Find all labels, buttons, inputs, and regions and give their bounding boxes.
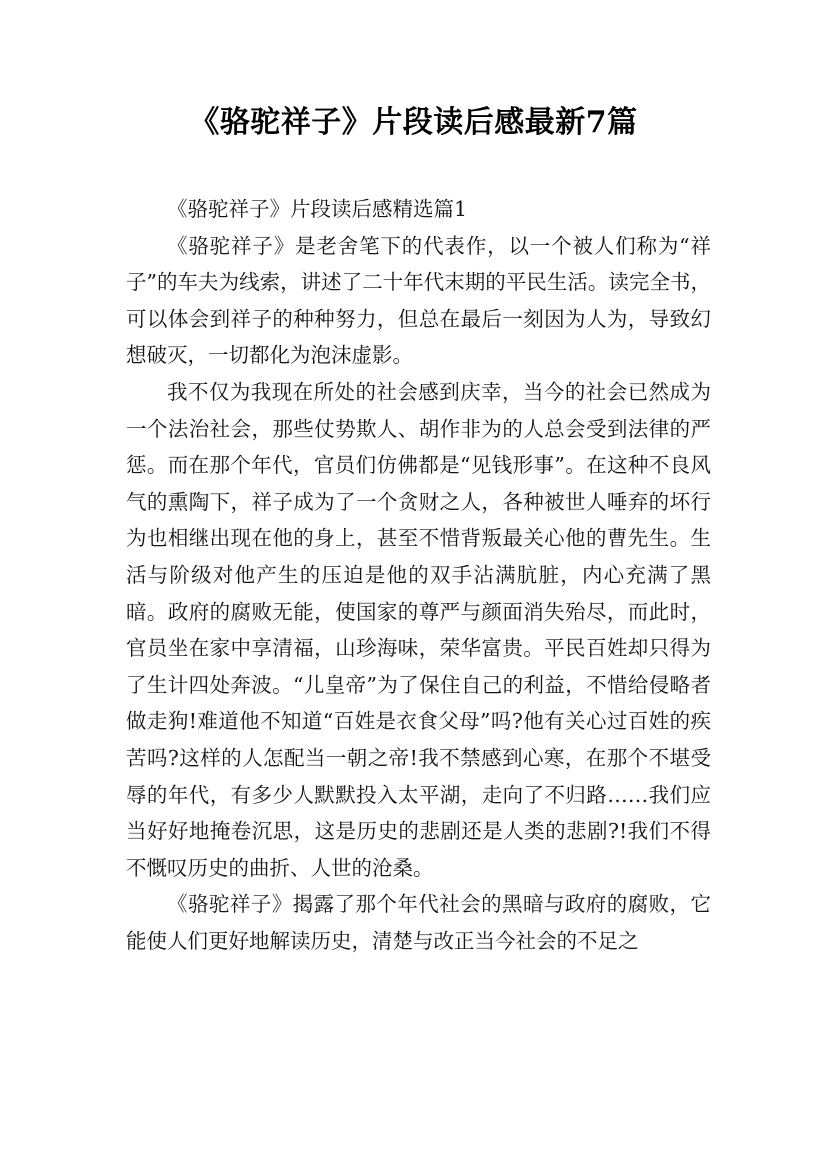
section-heading: 《骆驼祥子》片段读后感精选篇1 bbox=[167, 197, 468, 221]
document-body bbox=[126, 191, 711, 959]
paragraph: 《骆驼祥子》揭露了那个年代社会的黑暗与政府的腐败，它能使人们更好地解读历史，清楚与改正当今社会的不足之 bbox=[126, 892, 711, 953]
document-title: 《骆驼祥子》片段读后感最新7篇 bbox=[189, 105, 638, 140]
paragraph: 我不仅为我现在所处的社会感到庆幸，当今的社会已然成为一个法治社会，那些仗势欺人、胡作非为的人总会受到法律的严惩。而在那个年代，官员们仿佛都是“见钱形事”。在这种不良风气的熏陶下，祥子成为了一个贪财之人，各种被世人唾弃的坏行为也相继出现在他的身上，甚至不惜背叛最关心他的曹先生。生活与阶级对他产生的压迫是他的双手沾满肮脏，内心充满了黑暗。政府的腐败无能，使国家的尊严与颜面消失殆尽，而此时，官员坐在家中享清福，山珍海味，荣华富贵。平民百姓却只得为了生计四处奔波。“儿皇帝”为了保住自己的利益，不惜给侵略者做走狗!难道他不知道“百姓是衣食父母”吗?他有关心过百姓的疾苦吗?这样的人怎配当一朝之帝!我不禁感到心寒，在那个不堪受辱的年代，有多少人默默投入太平湖，走向了不归路……我们应当好好地掩卷沉思，这是历史的悲剧还是人类的悲剧?!我们不得不慨叹历史的曲折、人世的沧桑。 bbox=[126, 379, 711, 880]
paragraph: 《骆驼祥子》是老舍笔下的代表作，以一个被人们称为“祥子”的车夫为线索，讲述了二十年代末期的平民生活。读完全书，可以体会到祥子的种种努力，但总在最后一刻因为人为，导致幻想破灭，一切都化为泡沫虚影。 bbox=[126, 233, 711, 368]
